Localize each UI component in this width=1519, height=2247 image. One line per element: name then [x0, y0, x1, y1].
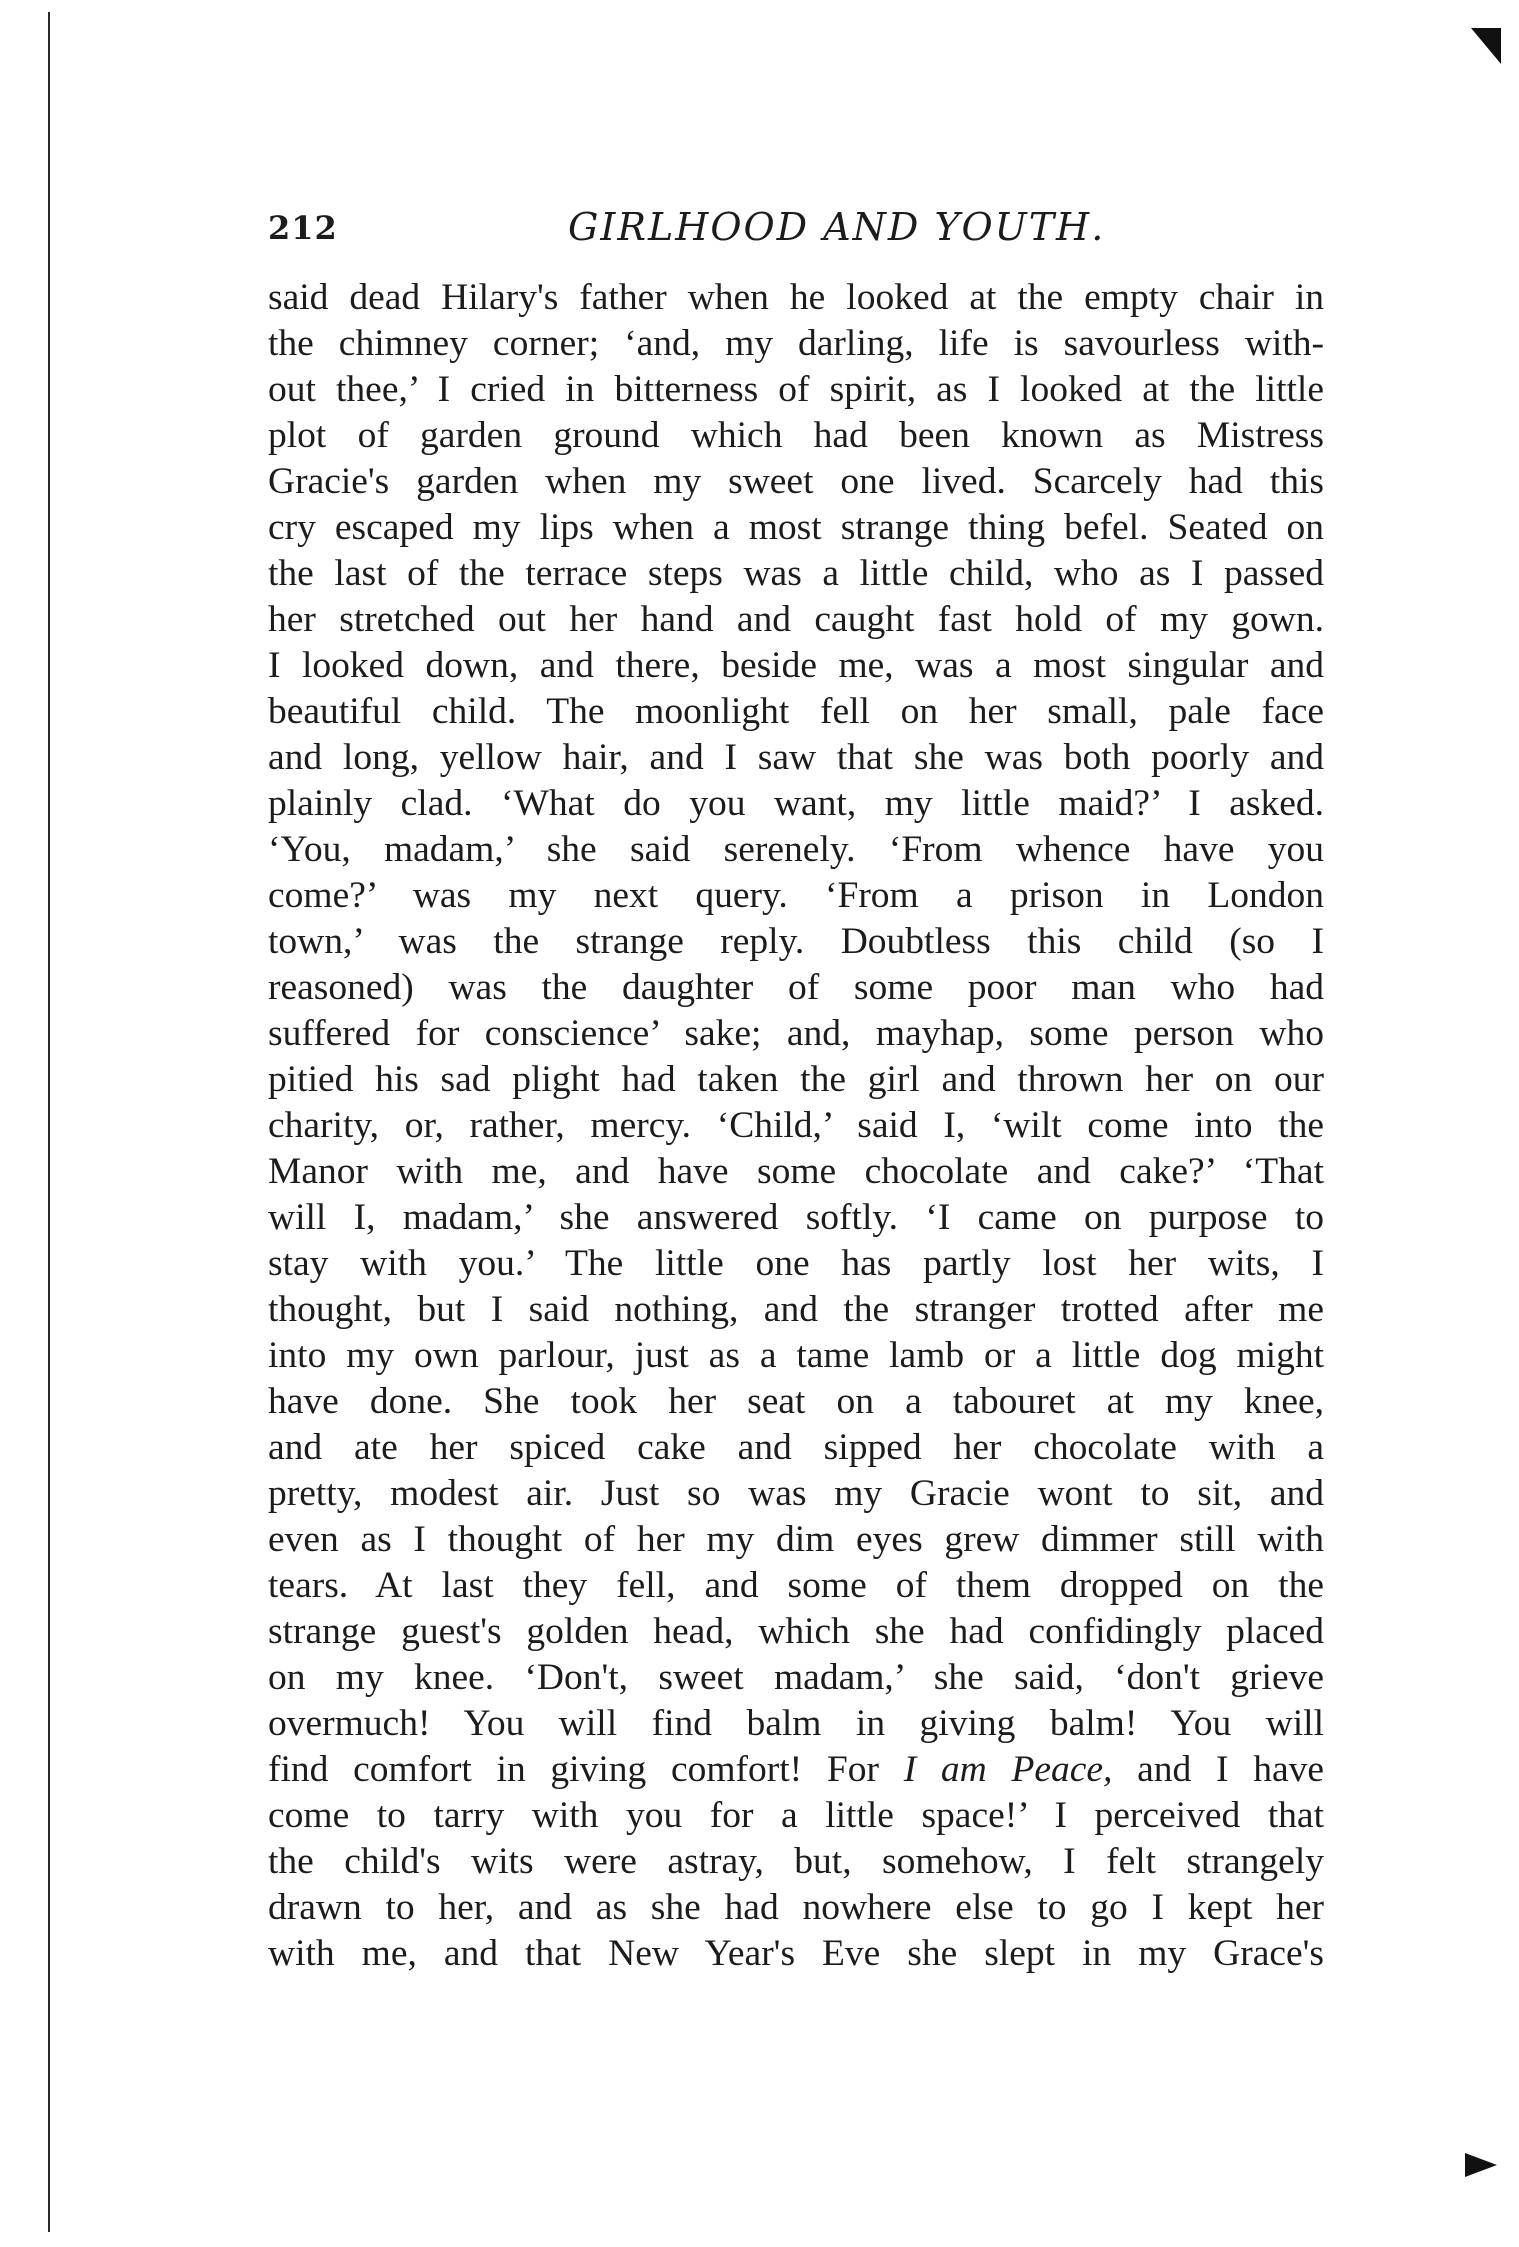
text-line: even as I thought of her my dim eyes grew dimmer still with — [268, 1519, 1324, 1560]
running-head: GIRLHOOD AND YOUTH. — [568, 205, 1106, 249]
text-line: Manor with me, and have some chocolate and cake?’ ‘That — [268, 1151, 1324, 1192]
page-number: 212 — [268, 209, 338, 247]
text-line: with me, and that New Year's Eve she slept in my Grace's — [268, 1933, 1324, 1974]
text-line: I looked down, and there, beside me, was a most singular and — [268, 645, 1324, 686]
text-line: and long, yellow hair, and I saw that she was both poorly and — [268, 737, 1324, 778]
body-text — [268, 275, 1324, 1977]
text-line: the last of the terrace steps was a little child, who as I passed — [268, 553, 1324, 594]
corner-marker-icon — [1471, 28, 1501, 64]
text-line: on my knee. ‘Don't, sweet madam,’ she said, ‘don't grieve — [268, 1657, 1324, 1698]
text-line: ‘You, madam,’ she said serenely. ‘From whence have you — [268, 829, 1324, 870]
text-line: drawn to her, and as she had nowhere else to go I kept her — [268, 1887, 1324, 1928]
page-header — [268, 195, 1328, 255]
text-line: stay with you.’ The little one has partly lost her wits, I — [268, 1243, 1324, 1284]
line-segment: and I have — [1137, 1749, 1324, 1790]
text-line: the chimney corner; ‘and, my darling, life is savourless with- — [268, 323, 1324, 364]
text-line: come?’ was my next query. ‘From a prison in London — [268, 875, 1324, 916]
text-line: the child's wits were astray, but, somehow, I felt strangely — [268, 1841, 1324, 1882]
text-line: pitied his sad plight had taken the girl and thrown her on our — [268, 1059, 1324, 1100]
text-line: have done. She took her seat on a tabouret at my knee, — [268, 1381, 1324, 1422]
text-line: overmuch! You will find balm in giving balm! You will — [268, 1703, 1324, 1744]
page-gutter-line — [48, 12, 50, 2232]
text-line: thought, but I said nothing, and the stranger trotted after me — [268, 1289, 1324, 1330]
page-turn-arrow-icon — [1465, 2153, 1497, 2177]
text-line: charity, or, rather, mercy. ‘Child,’ said I, ‘wilt come into the — [268, 1105, 1324, 1146]
text-line: plot of garden ground which had been known as Mistress — [268, 415, 1324, 456]
text-line: beautiful child. The moonlight fell on her small, pale face — [268, 691, 1324, 732]
text-line: plainly clad. ‘What do you want, my little maid?’ I asked. — [268, 783, 1324, 824]
text-line: suffered for conscience’ sake; and, mayhap, some person who — [268, 1013, 1324, 1054]
text-line: pretty, modest air. Just so was my Gracie wont to sit, and — [268, 1473, 1324, 1514]
text-line: come to tarry with you for a little space!’ I perceived that — [268, 1795, 1324, 1836]
text-line: her stretched out her hand and caught fast hold of my gown. — [268, 599, 1324, 640]
text-line: will I, madam,’ she answered softly. ‘I came on purpose to — [268, 1197, 1324, 1238]
text-line-with-italic — [268, 1747, 1324, 1793]
text-line: cry escaped my lips when a most strange thing befel. Seated on — [268, 507, 1324, 548]
italic-phrase: I am Peace, — [903, 1749, 1113, 1790]
text-line: reasoned) was the daughter of some poor man who had — [268, 967, 1324, 1008]
text-line: strange guest's golden head, which she had confidingly placed — [268, 1611, 1324, 1652]
line-segment: find comfort in giving comfort! For — [268, 1749, 879, 1790]
text-line: Gracie's garden when my sweet one lived. Scarcely had this — [268, 461, 1324, 502]
text-line: tears. At last they fell, and some of them dropped on the — [268, 1565, 1324, 1606]
text-line: into my own parlour, just as a tame lamb or a little dog might — [268, 1335, 1324, 1376]
text-line: out thee,’ I cried in bitterness of spirit, as I looked at the little — [268, 369, 1324, 410]
text-line: and ate her spiced cake and sipped her chocolate with a — [268, 1427, 1324, 1468]
text-line: town,’ was the strange reply. Doubtless this child (so I — [268, 921, 1324, 962]
text-line: said dead Hilary's father when he looked at the empty chair in — [268, 277, 1324, 318]
